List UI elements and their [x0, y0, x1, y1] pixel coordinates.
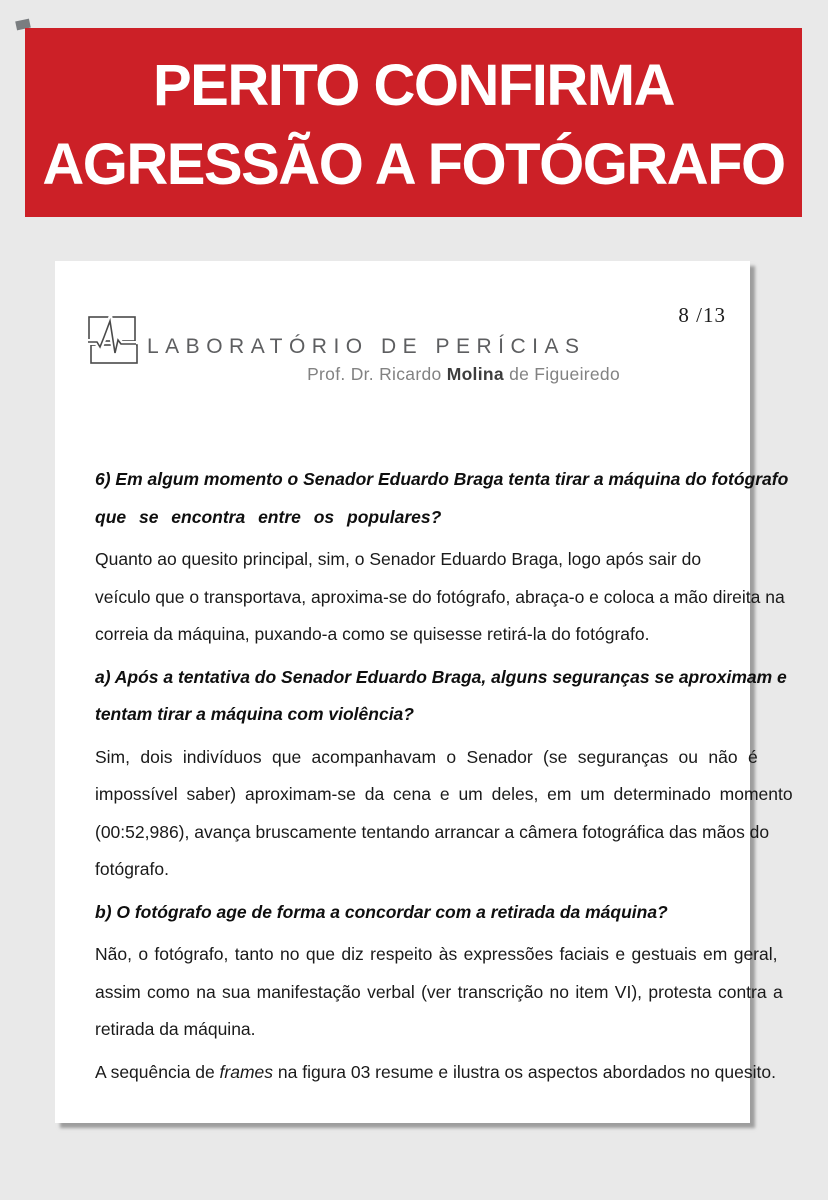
credit-prefix: Prof. Dr. Ricardo: [307, 364, 447, 384]
answer-b: [95, 936, 783, 1049]
closing-note: [95, 1054, 776, 1092]
closing-italic-word: frames: [219, 1061, 274, 1082]
text-line: correia da máquina, puxando-a como se quisesse retirá-la do fotógrafo.: [95, 624, 650, 644]
answer-6: [95, 541, 785, 654]
question-b: [95, 894, 710, 932]
document-page: [55, 261, 793, 1123]
text-line: impossível saber) aproximam-se da cena e um deles, em um determinado momento: [95, 784, 793, 804]
text-line: b) O fotógrafo age de forma a concordar com a retirada da máquina?: [95, 901, 668, 922]
answer-a: [95, 739, 793, 889]
ecg-pulse-logo-icon: [88, 316, 140, 364]
question-a: [95, 659, 787, 734]
text-line: a) Após a tentativa do Senador Eduardo Braga, alguns seguranças se aproximam e: [95, 666, 787, 687]
lab-credit-line: [147, 364, 620, 385]
closing-suffix: na figura 03 resume e ilustra os aspectos abordados no quesito.: [273, 1061, 776, 1082]
text-line: que se encontra entre os populares?: [95, 506, 442, 527]
text-line: Não, o fotógrafo, tanto no que diz respeito às expressões faciais e gestuais em geral,: [95, 944, 778, 964]
text-line: tentam tirar a máquina com violência?: [95, 704, 414, 724]
text-line: (00:52,986), avança bruscamente tentando arrancar a câmera fotográfica das mãos do: [95, 821, 770, 842]
text-line: retirada da máquina.: [95, 1019, 256, 1039]
text-line: fotógrafo.: [95, 859, 169, 879]
text-line: veículo que o transportava, aproxima-se do fotógrafo, abraça-o e coloca a mão direita na: [95, 586, 785, 607]
credit-suffix: de Figueiredo: [503, 364, 620, 384]
headline-banner: [25, 28, 802, 217]
page-number: 8 /13: [678, 303, 726, 327]
text-line: Sim, dois indivíduos que acompanhavam o Senador (se seguranças ou não é: [95, 746, 758, 767]
credit-name: Molina: [446, 364, 504, 384]
headline-line-2: AGRESSÃO A FOTÓGRAFO: [42, 132, 785, 197]
text-line: 6) Em algum momento o Senador Eduardo Braga tenta tirar a máquina do fotógrafo: [95, 469, 789, 489]
lab-name: LABORATÓRIO DE PERÍCIAS: [147, 335, 586, 358]
question-6: [95, 461, 789, 536]
text-line: Quanto ao quesito principal, sim, o Senador Eduardo Braga, logo após sair do: [95, 549, 702, 569]
headline-line-1: PERITO CONFIRMA: [153, 53, 674, 118]
document-body: [95, 461, 793, 1091]
headline-text-block: [25, 28, 802, 204]
text-line: assim como na sua manifestação verbal (ver transcrição no item VI), protesta contra a: [95, 981, 783, 1002]
closing-prefix: A sequência de: [95, 1061, 220, 1082]
